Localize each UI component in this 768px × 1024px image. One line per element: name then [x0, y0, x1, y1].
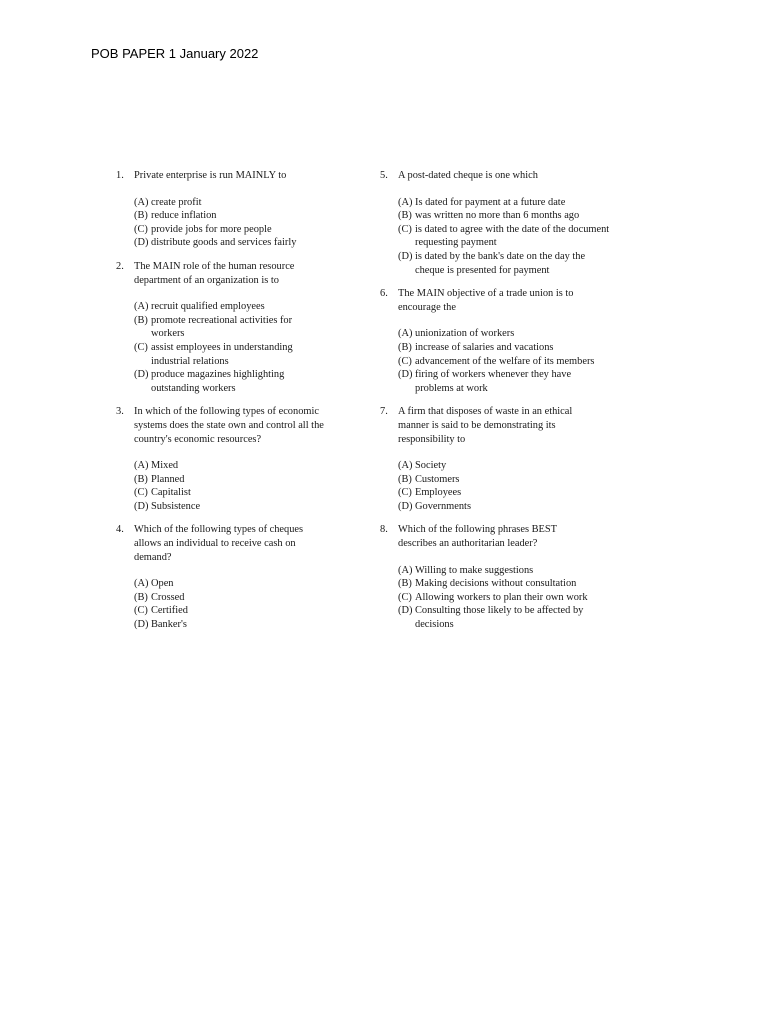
option-text: promote recreational activities for workers: [151, 314, 293, 340]
option-d: [134, 618, 344, 632]
question-5: [380, 169, 612, 277]
option-letter: (C): [398, 355, 412, 367]
question-stem: Which of the following types of cheques allows an individual to receive cash on demand?: [134, 524, 304, 563]
question-number: 3.: [116, 406, 124, 418]
option-letter: (B): [134, 473, 148, 485]
option-d: [398, 604, 615, 631]
option-text: reduce inflation: [151, 210, 217, 222]
question-6: [380, 287, 612, 395]
option-text: Open: [151, 578, 174, 590]
question-stem: A firm that disposes of waste in an ethical manner is said to be demonstrating its responsibility to: [398, 406, 573, 445]
option-letter: (C): [398, 223, 412, 235]
option-letter: (B): [134, 591, 148, 603]
option-text: increase of salaries and vacations: [415, 341, 554, 353]
option-letter: (A): [134, 578, 149, 590]
option-letter: (C): [134, 487, 148, 499]
option-letter: (B): [398, 210, 412, 222]
option-letter: (A): [398, 196, 413, 208]
option-letter: (C): [134, 605, 148, 617]
option-text: Capitalist: [151, 487, 191, 499]
option-text: unionization of workers: [415, 328, 515, 340]
option-d: [398, 368, 605, 395]
option-text: Mixed: [151, 460, 179, 472]
option-a: [398, 196, 615, 210]
question-stem: Which of the following phrases BEST describes an authoritarian leader?: [398, 524, 557, 550]
question-number: 8.: [380, 524, 388, 536]
option-text: Customers: [415, 473, 460, 485]
option-letter: (B): [398, 473, 412, 485]
option-text: Planned: [151, 473, 185, 485]
option-text: firing of workers whenever they have problems at work: [415, 369, 572, 394]
option-text: was written no more than 6 months ago: [415, 210, 580, 222]
option-letter: (D): [134, 369, 149, 381]
option-letter: (B): [398, 341, 412, 353]
option-letter: (C): [398, 487, 412, 499]
question-number: 6.: [380, 288, 388, 300]
option-c: [134, 341, 327, 368]
question-number: 4.: [116, 524, 124, 536]
question-stem: Private enterprise is run MAINLY to: [134, 170, 287, 181]
option-d: [398, 500, 612, 514]
question-1: [116, 169, 344, 250]
option-b: [398, 341, 611, 355]
option-c: [134, 486, 344, 500]
question-3: [116, 405, 344, 513]
option-letter: (D): [398, 500, 413, 512]
option-d: [134, 368, 327, 395]
option-text: Society: [415, 460, 447, 472]
question-number: 5.: [380, 170, 388, 181]
option-text: advancement of the welfare of its members: [415, 355, 595, 367]
option-a: [134, 577, 344, 591]
option-letter: (C): [134, 223, 148, 235]
right-column: [380, 169, 612, 642]
option-c: [134, 604, 344, 618]
option-letter: (D): [398, 369, 413, 381]
left-column: [116, 169, 344, 642]
option-text: Making decisions without consultation: [415, 578, 577, 590]
option-letter: (A): [398, 328, 413, 340]
option-b: [398, 473, 612, 487]
option-c: [134, 223, 344, 237]
option-letter: (B): [134, 210, 148, 222]
option-text: produce magazines highlighting outstanding workers: [151, 369, 285, 394]
option-a: [134, 459, 344, 473]
option-text: assist employees in understanding industrial relations: [151, 341, 293, 367]
option-text: Willing to make suggestions: [415, 564, 534, 576]
question-stem: The MAIN objective of a trade union is to encourage the: [398, 288, 574, 313]
option-b: [134, 314, 327, 341]
option-a: [398, 564, 612, 578]
option-c: [398, 591, 615, 605]
question-7: [380, 405, 612, 513]
option-b: [134, 209, 344, 223]
option-text: recruit qualified employees: [151, 301, 265, 313]
option-c: [398, 223, 615, 250]
option-letter: (C): [398, 591, 412, 603]
option-letter: (B): [134, 314, 148, 326]
option-letter: (B): [398, 578, 412, 590]
option-text: Banker's: [151, 619, 187, 631]
option-text: Allowing workers to plan their own work: [415, 591, 588, 603]
option-text: Certified: [151, 605, 188, 617]
option-d: [134, 236, 344, 250]
option-letter: (D): [134, 237, 149, 249]
option-letter: (D): [398, 250, 413, 262]
option-letter: (C): [134, 341, 148, 353]
option-b: [398, 209, 611, 223]
option-d: [134, 500, 344, 514]
option-a: [398, 459, 612, 473]
question-4: [116, 523, 344, 631]
option-text: Employees: [415, 487, 462, 499]
option-text: distribute goods and services fairly: [151, 237, 297, 249]
option-letter: (A): [398, 460, 413, 472]
option-text: Subsistence: [151, 500, 201, 512]
option-letter: (D): [134, 619, 149, 631]
option-text: create profit: [151, 196, 202, 208]
option-b: [398, 577, 585, 591]
question-stem: In which of the following types of economic systems does the state own and control all the country's economic resources?: [134, 406, 324, 445]
option-letter: (A): [134, 196, 149, 208]
question-number: 7.: [380, 406, 388, 418]
option-a: [398, 327, 612, 341]
option-letter: (A): [134, 301, 149, 313]
question-stem: A post-dated cheque is one which: [398, 170, 538, 181]
option-letter: (D): [134, 500, 149, 512]
question-number: 1.: [116, 170, 124, 181]
option-text: Crossed: [151, 591, 185, 603]
option-text: provide jobs for more people: [151, 223, 272, 235]
option-letter: (D): [398, 605, 413, 617]
option-b: [134, 591, 344, 605]
question-2: [116, 260, 344, 395]
question-stem: The MAIN role of the human resource department of an organization is to: [134, 260, 295, 286]
option-text: Consulting those likely to be affected by decisions: [415, 605, 584, 631]
page-header: POB PAPER 1 January 2022: [91, 46, 259, 61]
option-letter: (A): [134, 460, 149, 472]
option-b: [134, 473, 344, 487]
question-8: [380, 523, 612, 631]
option-text: is dated to agree with the date of the document requesting payment: [415, 223, 610, 249]
option-c: [398, 486, 612, 500]
question-number: 2.: [116, 260, 124, 272]
option-a: [134, 300, 331, 314]
option-text: is dated by the bank's date on the day the cheque is presented for payment: [415, 250, 586, 276]
option-c: [398, 355, 611, 369]
option-text: Governments: [415, 500, 471, 512]
option-a: [134, 196, 344, 210]
option-text: Is dated for payment at a future date: [415, 196, 566, 208]
option-letter: (A): [398, 564, 413, 576]
option-d: [398, 250, 601, 277]
